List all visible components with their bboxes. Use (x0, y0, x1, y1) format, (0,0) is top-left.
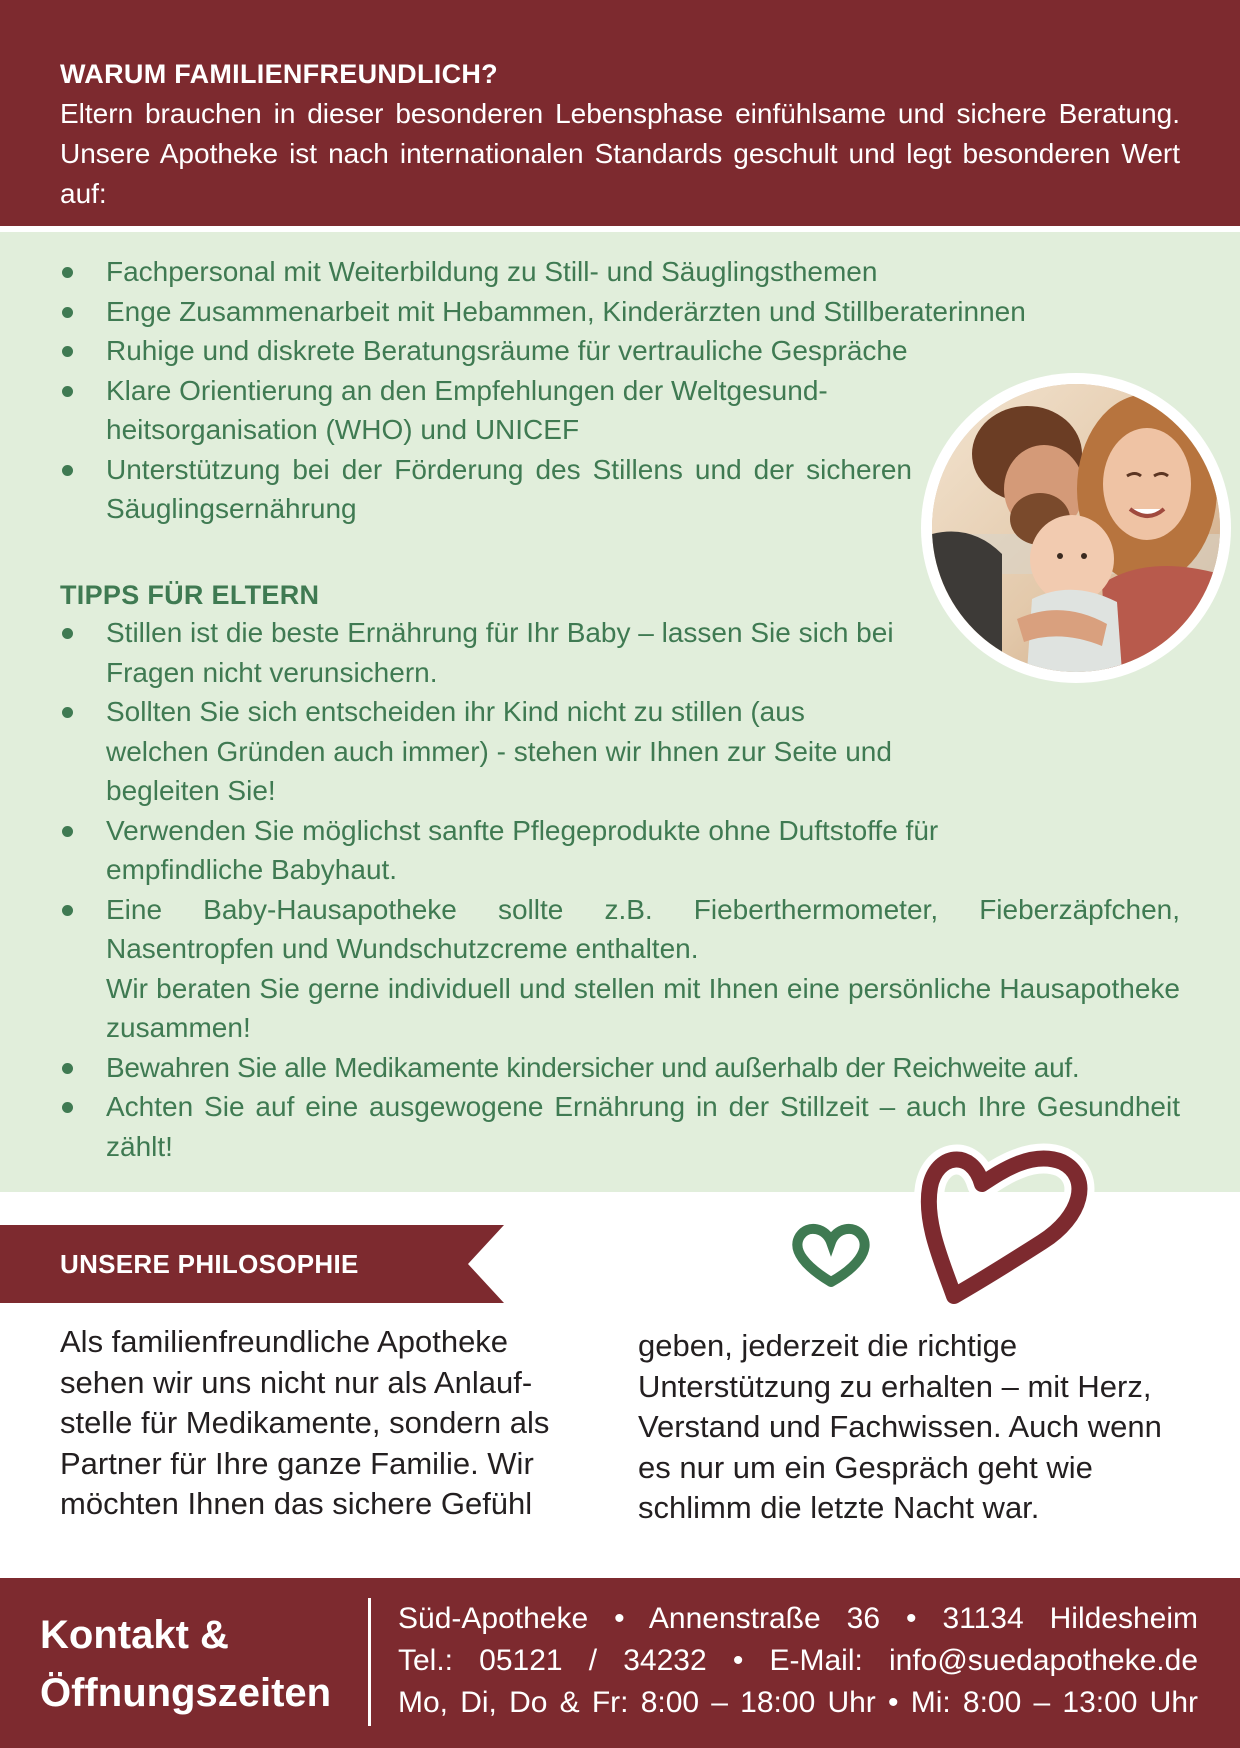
list-item: Achten Sie auf eine ausgewogene Ernährung in der Stillzeit – auch Ihre Gesundheit zählt! (60, 1087, 1180, 1166)
bullet-icon (62, 707, 73, 718)
bullet-icon (62, 628, 73, 639)
list-item: Bewahren Sie alle Medikamente kindersicher und außerhalb der Reichweite auf. (60, 1048, 1180, 1088)
list-item: Unterstützung bei der Förderung des Stillens und der sicheren Säuglingsernährung (60, 450, 912, 529)
bullet-icon (62, 826, 73, 837)
bullet-icon (62, 386, 73, 397)
footer-opening-hours: Mo, Di, Do & Fr: 8:00 – 18:00 Uhr • Mi: 8:00 – 13:00 Uhr (398, 1686, 1198, 1719)
footer-divider (368, 1598, 371, 1726)
list-item: Klare Orientierung an den Empfehlungen der Weltgesund-heitsorganisation (WHO) und UNICEF (60, 371, 920, 450)
bullet-icon (62, 267, 73, 278)
footer-address: Süd-Apotheke • Annenstraße 36 • 31134 Hildesheim (398, 1602, 1198, 1635)
family-photo-illustration (932, 384, 1220, 672)
philosophy-text-left: Als familienfreundliche Apotheke sehen wir uns nicht nur als Anlauf-stelle für Medikamente, sondern als Partner für Ihre ganze Familie. Wir möchten Ihnen das sichere Gefühl (60, 1324, 550, 1521)
small-green-heart-icon (786, 1212, 876, 1292)
family-photo (932, 384, 1220, 672)
intro-text: Eltern brauchen in dieser besonderen Lebensphase einfühlsame und sichere Beratung. Unsere Apotheke ist nach internationalen Standards geschult und legt besonderen Wert auf: (60, 98, 1180, 209)
list-item: Verwenden Sie möglichst sanfte Pflegeprodukte ohne Duftstoffe für empfindliche Babyhaut. (60, 811, 1100, 890)
footer-contact-details (398, 1598, 1198, 1724)
footer-title: Kontakt & Öffnungszeiten (40, 1613, 332, 1715)
list-item: Stillen ist die beste Ernährung für Ihr Baby – lassen Sie sich bei Fragen nicht verunsichern. (60, 613, 912, 692)
list-item: Sollten Sie sich entscheiden ihr Kind nicht zu stillen (aus welchen Gründen auch immer) - stehen wir Ihnen zur Seite und begleiten Sie! (60, 692, 900, 811)
philosophy-banner (0, 1225, 504, 1303)
philosophy-text-right: geben, jederzeit die richtige Unterstützung zu erhalten – mit Herz, Verstand und Fachwissen. Auch wenn es nur um ein Gespräch geht wie schlimm die letzte Nacht war. (638, 1328, 1162, 1525)
bullet-icon (62, 1063, 73, 1074)
list-item: Ruhige und diskrete Beratungsräume für vertrauliche Gespräche (60, 331, 1180, 371)
list-item: Fachpersonal mit Weiterbildung zu Still- und Säuglingsthemen (60, 252, 1180, 292)
list-item: Eine Baby-Hausapotheke sollte z.B. Fieberthermometer, Fieberzäpfchen, Nasentropfen und Wundschutzcreme enthalten. Wir beraten Sie gerne individuell und stellen mit Ihnen eine persönliche Hausapotheke zusammen! (60, 890, 1180, 1048)
large-red-heart-icon (912, 1132, 1102, 1312)
bullet-icon (62, 346, 73, 357)
intro-heading: WARUM FAMILIENFREUNDLICH? (60, 59, 498, 89)
footer-phone-email[interactable]: Tel.: 05121 / 34232 • E-Mail: info@suedapotheke.de (398, 1644, 1198, 1677)
bullet-icon (62, 905, 73, 916)
family-photo-frame (921, 373, 1231, 683)
tips-heading: TIPPS FÜR ELTERN (60, 580, 320, 610)
tips-list (60, 613, 1180, 1166)
bullet-icon (62, 307, 73, 318)
bullet-icon (62, 465, 73, 476)
list-item: Enge Zusammenarbeit mit Hebammen, Kinderärzten und Stillberaterinnen (60, 292, 1180, 332)
bullet-icon (62, 1102, 73, 1113)
philosophy-heading: UNSERE PHILOSOPHIE (60, 1249, 359, 1279)
intro-section (0, 0, 1240, 226)
contact-footer (0, 1578, 1240, 1748)
